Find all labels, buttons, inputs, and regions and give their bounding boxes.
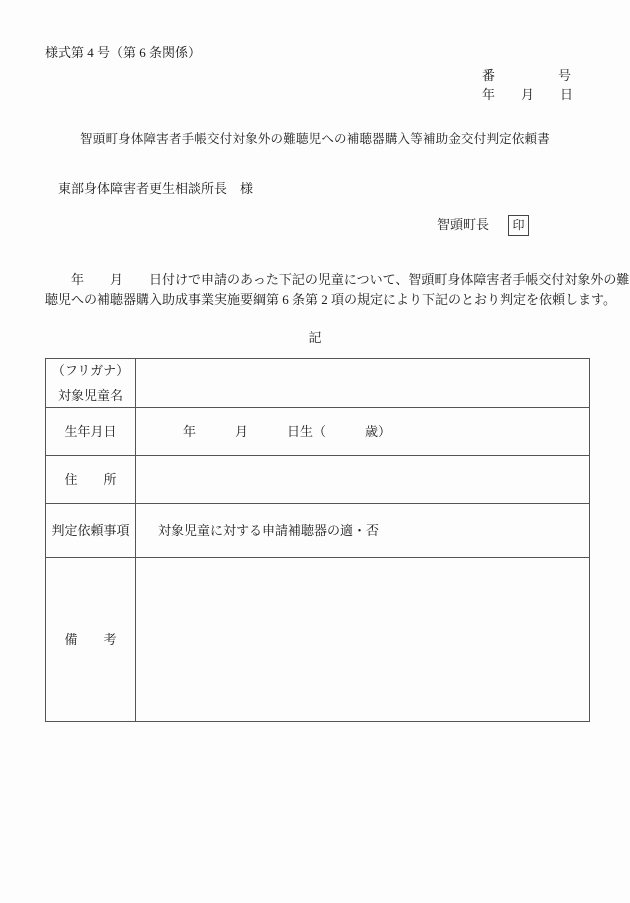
number-label: 番 <box>482 68 496 83</box>
remarks-value-cell <box>136 558 589 721</box>
row-label-birthdate <box>46 408 136 455</box>
date-line: 年 月 日 <box>482 87 574 102</box>
table-row-judgement-request <box>46 504 589 558</box>
child-name-label: 対象児童名 <box>57 388 123 404</box>
row-label-address <box>46 456 136 503</box>
table-row-birthdate <box>46 408 589 456</box>
table-row-address <box>46 456 589 504</box>
section-marker-ki: 記 <box>308 330 322 345</box>
furigana-label: （フリガナ） <box>51 363 130 378</box>
row-label-child-name <box>46 359 136 407</box>
details-table <box>45 358 590 722</box>
seal-character: 印 <box>512 217 525 232</box>
sender-line <box>437 214 529 236</box>
judgement-request-value-cell <box>136 504 589 557</box>
body-paragraph-line-2: 聴児への補聴器購入助成事業実施要綱第 6 条第 2 項の規定により下記のとおり判定を依頼します。 <box>45 292 616 307</box>
document-number-line <box>482 68 571 84</box>
birthdate-template: 年 月 日生（ 歳） <box>183 423 392 439</box>
address-label: 住 所 <box>64 471 117 487</box>
document-title: 智頭町身体障害者手帳交付対象外の難聴児への補聴器購入等補助金交付判定依頼書 <box>80 132 550 146</box>
form-number: 様式第 4 号（第 6 条関係） <box>45 45 202 60</box>
row-label-judgement-request <box>46 504 136 557</box>
sender-name: 智頭町長 <box>437 217 490 233</box>
remarks-label: 備 考 <box>64 631 117 647</box>
birthdate-value-cell <box>136 408 589 455</box>
birthdate-label: 生年月日 <box>64 423 117 439</box>
number-suffix-label: 号 <box>557 68 571 83</box>
judgement-request-text: 対象児童に対する申請補聴器の適・否 <box>158 522 380 538</box>
addressee-line: 東部身体障害者更生相談所長 様 <box>58 181 254 196</box>
child-name-value-cell <box>136 359 589 407</box>
table-row-child-name <box>46 359 589 408</box>
seal-box <box>508 215 529 236</box>
address-value-cell <box>136 456 589 503</box>
table-row-remarks <box>46 558 589 721</box>
judgement-request-label: 判定依頼事項 <box>51 522 130 538</box>
body-paragraph-line-1: 年 月 日付けで申請のあった下記の児童について、智頭町身体障害者手帳交付対象外の難 <box>45 272 630 287</box>
row-label-remarks <box>46 558 136 721</box>
